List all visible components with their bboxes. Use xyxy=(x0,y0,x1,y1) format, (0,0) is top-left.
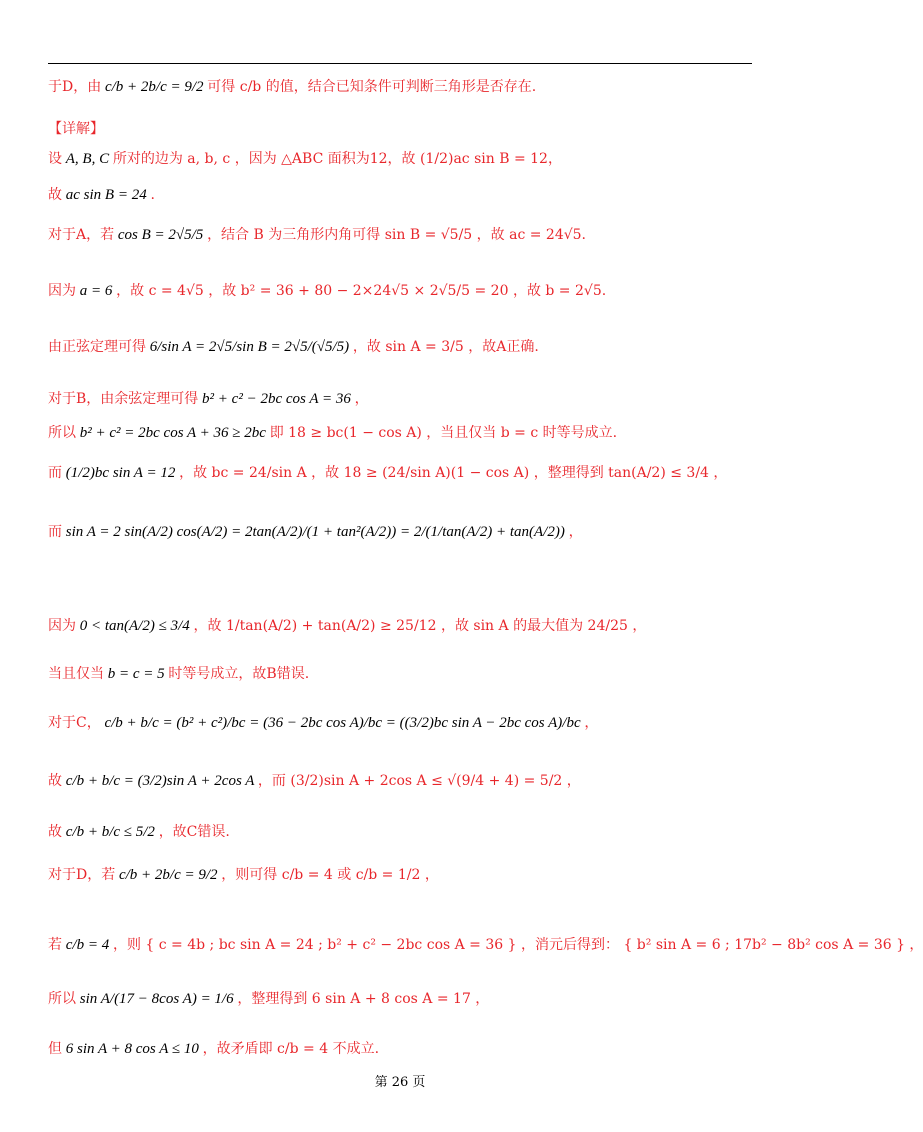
text-line xyxy=(48,617,646,635)
line-prefix: 对于B，由余弦定理可得 xyxy=(48,391,199,407)
line-suffix: ，而 (3/2)sin A + 2cos A ≤ √(9/4 + 4) = 5/2 ， xyxy=(257,773,581,789)
math-expression: A, B, C xyxy=(62,151,113,167)
math-expression: c/b + b/c = (b² + c²)/bc = (36 − 2bc cos A)/bc = ((3/2)bc sin A − 2bc cos A)/bc xyxy=(100,715,585,731)
math-expression: c/b + 2b/c = 9/2 xyxy=(115,867,222,883)
math-expression: b² + c² − 2bc cos A = 36 xyxy=(198,391,355,407)
line-prefix: 因为 xyxy=(48,618,76,634)
line-prefix: 但 xyxy=(48,1041,62,1057)
line-suffix: ，故 1/tan(A/2) + tan(A/2) ≥ 25/12 ，故 sin A 的最大值为 24/25 ， xyxy=(193,618,647,634)
line-suffix: 时等号成立，故B错误. xyxy=(168,666,310,682)
line-prefix: 当且仅当 xyxy=(48,666,104,682)
line-suffix: ，故 bc = 24/sin A ，故 18 ≥ (24/sin A)(1 − cos A) ，整理得到 tan(A/2) ≤ 3/4 ， xyxy=(179,465,728,481)
math-expression: (1/2)bc sin A = 12 xyxy=(62,465,180,481)
line-prefix: 于D，由 xyxy=(48,79,102,95)
line-suffix: ，故矛盾即 c/b = 4 不成立. xyxy=(202,1041,380,1057)
page-footer: 第 26 页 xyxy=(374,1075,426,1090)
math-expression: b = c = 5 xyxy=(104,666,169,682)
text-line xyxy=(48,936,923,954)
line-suffix: ，故C错误. xyxy=(158,824,230,840)
line-prefix: 对于C， xyxy=(48,715,101,731)
text-line xyxy=(48,823,230,841)
line-prefix: 对于A，若 xyxy=(48,227,115,243)
text-line xyxy=(48,390,369,408)
text-line xyxy=(48,282,606,300)
line-prefix: 所以 xyxy=(48,425,76,441)
line-suffix: ，结合 B 为三角形内角可得 sin B = √5/5 ，故 ac = 24√5. xyxy=(207,227,587,243)
math-expression: c/b + 2b/c = 9/2 xyxy=(101,79,208,95)
line-prefix: 故 xyxy=(48,824,62,840)
line-suffix: ，故 sin A = 3/5 ，故A正确. xyxy=(352,339,539,355)
line-prefix: 而 xyxy=(48,465,62,481)
line-suffix: ，整理得到 6 sin A + 8 cos A = 17 ， xyxy=(237,991,490,1007)
math-expression: 0 < tan(A/2) ≤ 3/4 xyxy=(76,618,194,634)
math-expression: c/b + b/c ≤ 5/2 xyxy=(62,824,159,840)
math-expression: c/b + b/c = (3/2)sin A + 2cos A xyxy=(62,773,258,789)
line-suffix: 即 18 ≥ bc(1 − cos A) ，当且仅当 b = c 时等号成立. xyxy=(269,425,618,441)
text-line xyxy=(48,772,581,790)
line-prefix: 而 xyxy=(48,524,62,540)
math-expression: c/b = 4 xyxy=(62,937,113,953)
line-suffix: ，则 { c = 4b ; bc sin A = 24 ; b² + c² − 2bc cos A = 36 } ，消元后得到： { b² sin A = 6 ; 17b² − 8b² cos A = 36 } ， xyxy=(112,937,923,953)
text-line xyxy=(48,150,562,168)
math-expression: 6/sin A = 2√5/sin B = 2√5/(√5/5) xyxy=(146,339,353,355)
line-suffix: 所对的边为 a, b, c ，因为 △ABC 面积为12，故 (1/2)ac sin B = 12， xyxy=(112,151,562,167)
line-suffix: ， xyxy=(354,391,369,407)
line-prefix: 设 xyxy=(48,151,62,167)
line-prefix: 对于D，若 xyxy=(48,867,116,883)
header-rule xyxy=(48,63,752,64)
text-line xyxy=(48,866,439,884)
math-expression: sin A = 2 sin(A/2) cos(A/2) = 2tan(A/2)/(1 + tan²(A/2)) = 2/(1/tan(A/2) + tan(A/2)) xyxy=(62,524,569,540)
text-line xyxy=(48,226,586,244)
line-prefix: 因为 xyxy=(48,283,76,299)
math-expression: cos B = 2√5/5 xyxy=(114,227,208,243)
text-line xyxy=(48,338,539,356)
math-expression: a = 6 xyxy=(76,283,117,299)
math-expression: ac sin B = 24 xyxy=(62,187,151,203)
line-prefix: 由正弦定理可得 xyxy=(48,339,146,355)
line-prefix: 故 xyxy=(48,773,62,789)
text-line xyxy=(48,714,598,732)
text-line xyxy=(48,186,155,204)
line-suffix: ， xyxy=(584,715,599,731)
text-line xyxy=(48,424,617,442)
line-suffix: ，则可得 c/b = 4 或 c/b = 1/2 ， xyxy=(221,867,439,883)
line-prefix: 所以 xyxy=(48,991,76,1007)
text-line xyxy=(48,990,489,1008)
line-suffix: 可得 c/b 的值，结合已知条件可判断三角形是否存在. xyxy=(207,79,537,95)
line-prefix: 故 xyxy=(48,187,62,203)
math-expression: sin A/(17 − 8cos A) = 1/6 xyxy=(76,991,238,1007)
text-line xyxy=(48,665,309,683)
text-line xyxy=(48,78,536,96)
line-suffix: ， xyxy=(568,524,583,540)
text-line xyxy=(48,523,583,541)
text-line xyxy=(48,120,104,138)
line-prefix: 【详解】 xyxy=(48,121,104,137)
line-suffix: . xyxy=(150,187,155,203)
math-expression: b² + c² = 2bc cos A + 36 ≥ 2bc xyxy=(76,425,270,441)
line-prefix: 若 xyxy=(48,937,62,953)
text-line xyxy=(48,464,727,482)
text-line xyxy=(48,1040,379,1058)
math-expression: 6 sin A + 8 cos A ≤ 10 xyxy=(62,1041,203,1057)
line-suffix: ，故 c = 4√5 ，故 b² = 36 + 80 − 2×24√5 × 2√5/5 = 20 ，故 b = 2√5. xyxy=(116,283,607,299)
